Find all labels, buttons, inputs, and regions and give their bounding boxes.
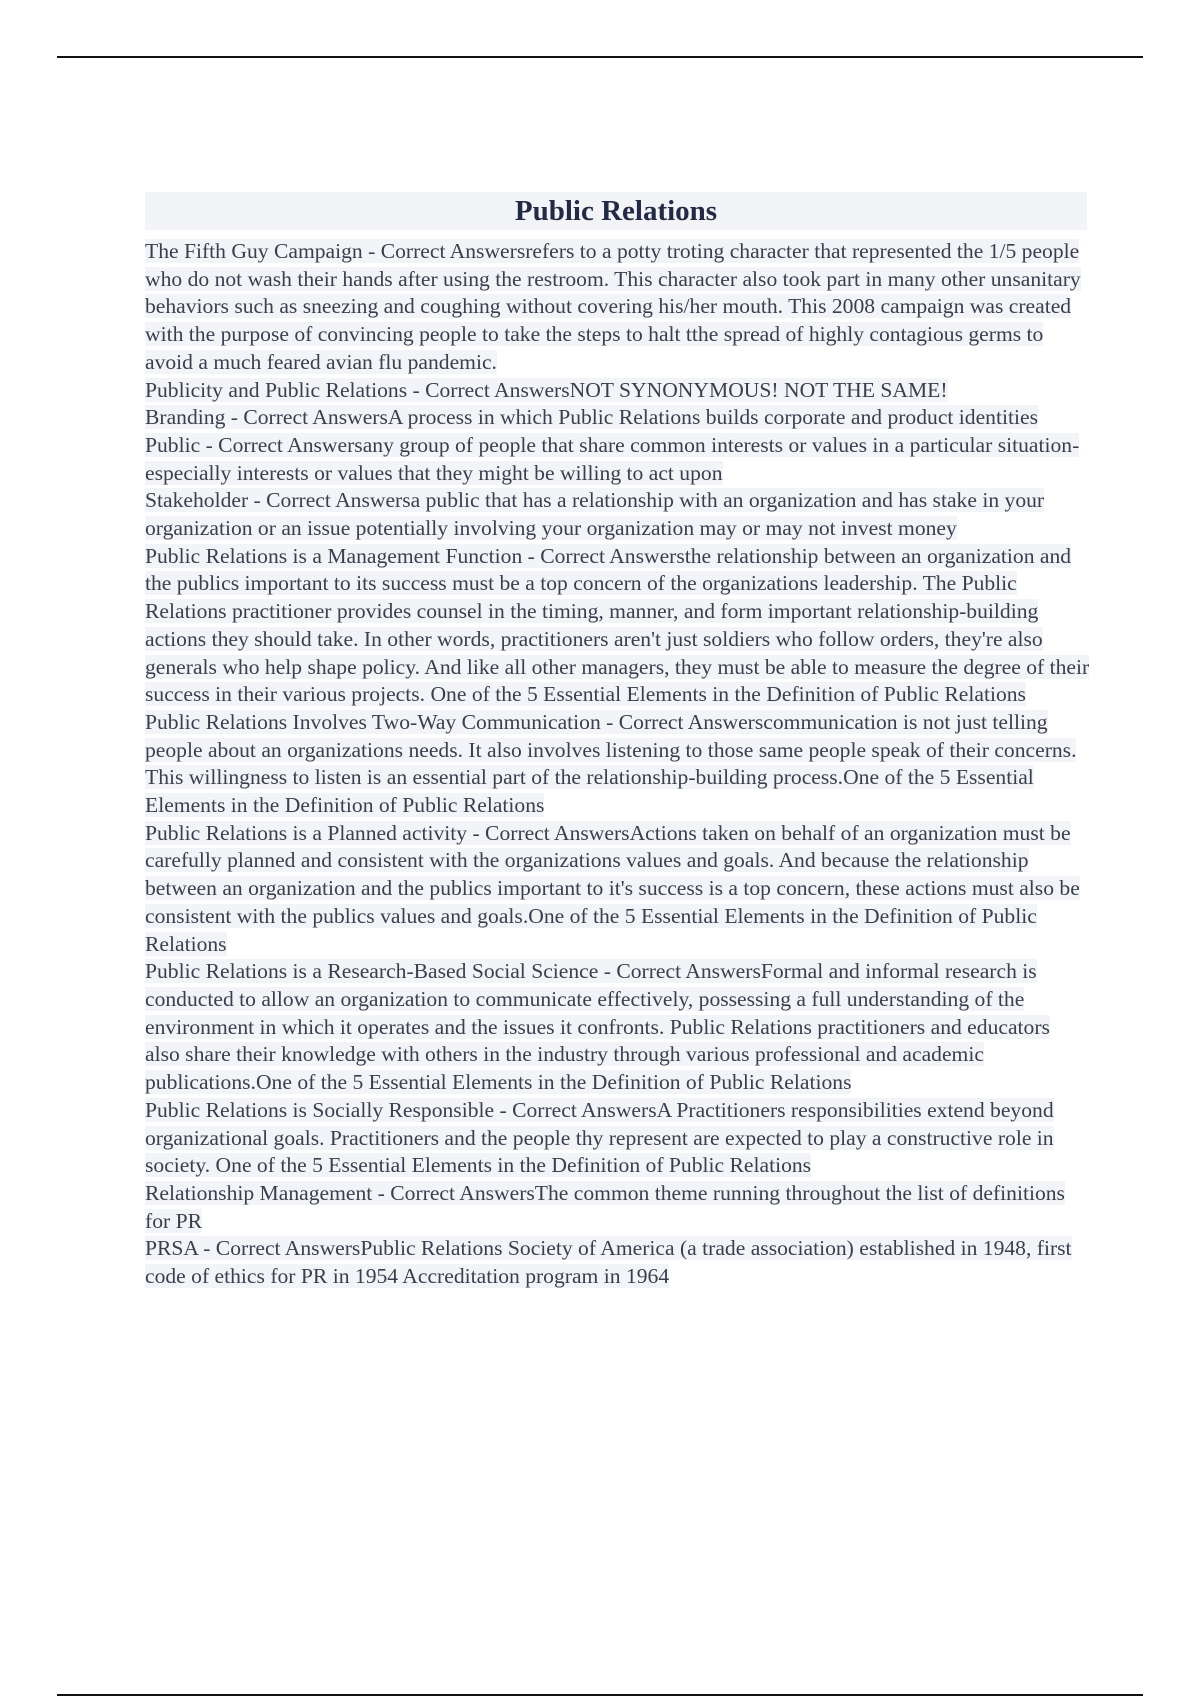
entry-text: Stakeholder - Correct Answersa public that has a relationship with an organization and has stake in your organization or an issue potentially involving your organization may or may not invest money [145,488,1045,541]
entry-text: Public Relations is a Planned activity - Correct AnswersActions taken on behalf of an organization must be carefully planned and consistent with the organizations values and goals. And because the relationship between an organization and the publics important to it's success is a top concern, these actions must also be consistent with the publics values and goals.One of the 5 Essential Elements in the Definition of Public Relations [145,820,1080,956]
entry-prsa [145,1235,1090,1290]
entry-text: Public Relations is a Management Function - Correct Answersthe relationship between an organization and the publics important to its success must be a top concern of the organizations leadership. The Public Relations practitioner provides counsel in the timing, manner, and form important relationship-building actions they should take. In other words, practitioners aren't just soldiers who follow orders, they're also generals who help shape policy. And like all other managers, they must be able to measure the degree of their success in their various projects. One of the 5 Essential Elements in the Definition of Public Relations [145,543,1090,707]
entry-text: PRSA - Correct AnswersPublic Relations Society of America (a trade association) established in 1948, first code of ethics for PR in 1954 Accreditation program in 1964 [145,1236,1072,1289]
entry-text: Branding - Correct AnswersA process in which Public Relations builds corporate and product identities [145,405,1038,430]
document-body [145,238,1090,1291]
entry-public [145,432,1090,487]
entry-publicity [145,377,1090,405]
entry-branding [145,404,1090,432]
entry-two-way-communication [145,709,1090,820]
entry-socially-responsible [145,1097,1090,1180]
entry-text: Relationship Management - Correct AnswersThe common theme running throughout the list of definitions for PR [145,1180,1065,1233]
top-rule [57,56,1143,58]
entry-text: Public Relations Involves Two-Way Communication - Correct Answerscommunication is not just telling people about an organizations needs. It also involves listening to those same people speak of their concerns. This willingness to listen is an essential part of the relationship-building process.One of the 5 Essential Elements in the Definition of Public Relations [145,709,1077,818]
entry-research-based [145,958,1090,1097]
entry-text: Public Relations is Socially Responsible - Correct AnswersA Practitioners responsibilities extend beyond organizational goals. Practitioners and the people thy represent are expected to play a constructive role in society. One of the 5 Essential Elements in the Definition of Public Relations [145,1097,1054,1178]
bottom-rule [57,1694,1143,1696]
entry-stakeholder [145,487,1090,542]
entry-planned-activity [145,820,1090,959]
entry-relationship-management [145,1180,1090,1235]
entry-fifth-guy-campaign [145,238,1090,377]
entry-text: The Fifth Guy Campaign - Correct Answersrefers to a potty troting character that represented the 1/5 people who do not wash their hands after using the restroom. This character also took part in many other unsanitary behaviors such as sneezing and coughing without covering his/her mouth. This 2008 campaign was created with the purpose of convincing people to take the steps to halt tthe spread of highly contagious germs to avoid a much feared avian flu pandemic. [145,239,1081,374]
entry-text: Publicity and Public Relations - Correct AnswersNOT SYNONYMOUS! NOT THE SAME! [145,377,948,402]
entry-text: Public - Correct Answersany group of people that share common interests or values in a particular situation-especially interests or values that they might be willing to act upon [145,432,1080,485]
entry-text: Public Relations is a Research-Based Social Science - Correct AnswersFormal and informal research is conducted to allow an organization to communicate effectively, possessing a full understanding of the environment in which it operates and the issues it confronts. Public Relations practitioners and educators also share their knowledge with others in the industry through various professional and academic publications.One of the 5 Essential Elements in the Definition of Public Relations [145,959,1050,1095]
entry-management-function [145,543,1090,709]
page-title: Public Relations [145,192,1087,230]
